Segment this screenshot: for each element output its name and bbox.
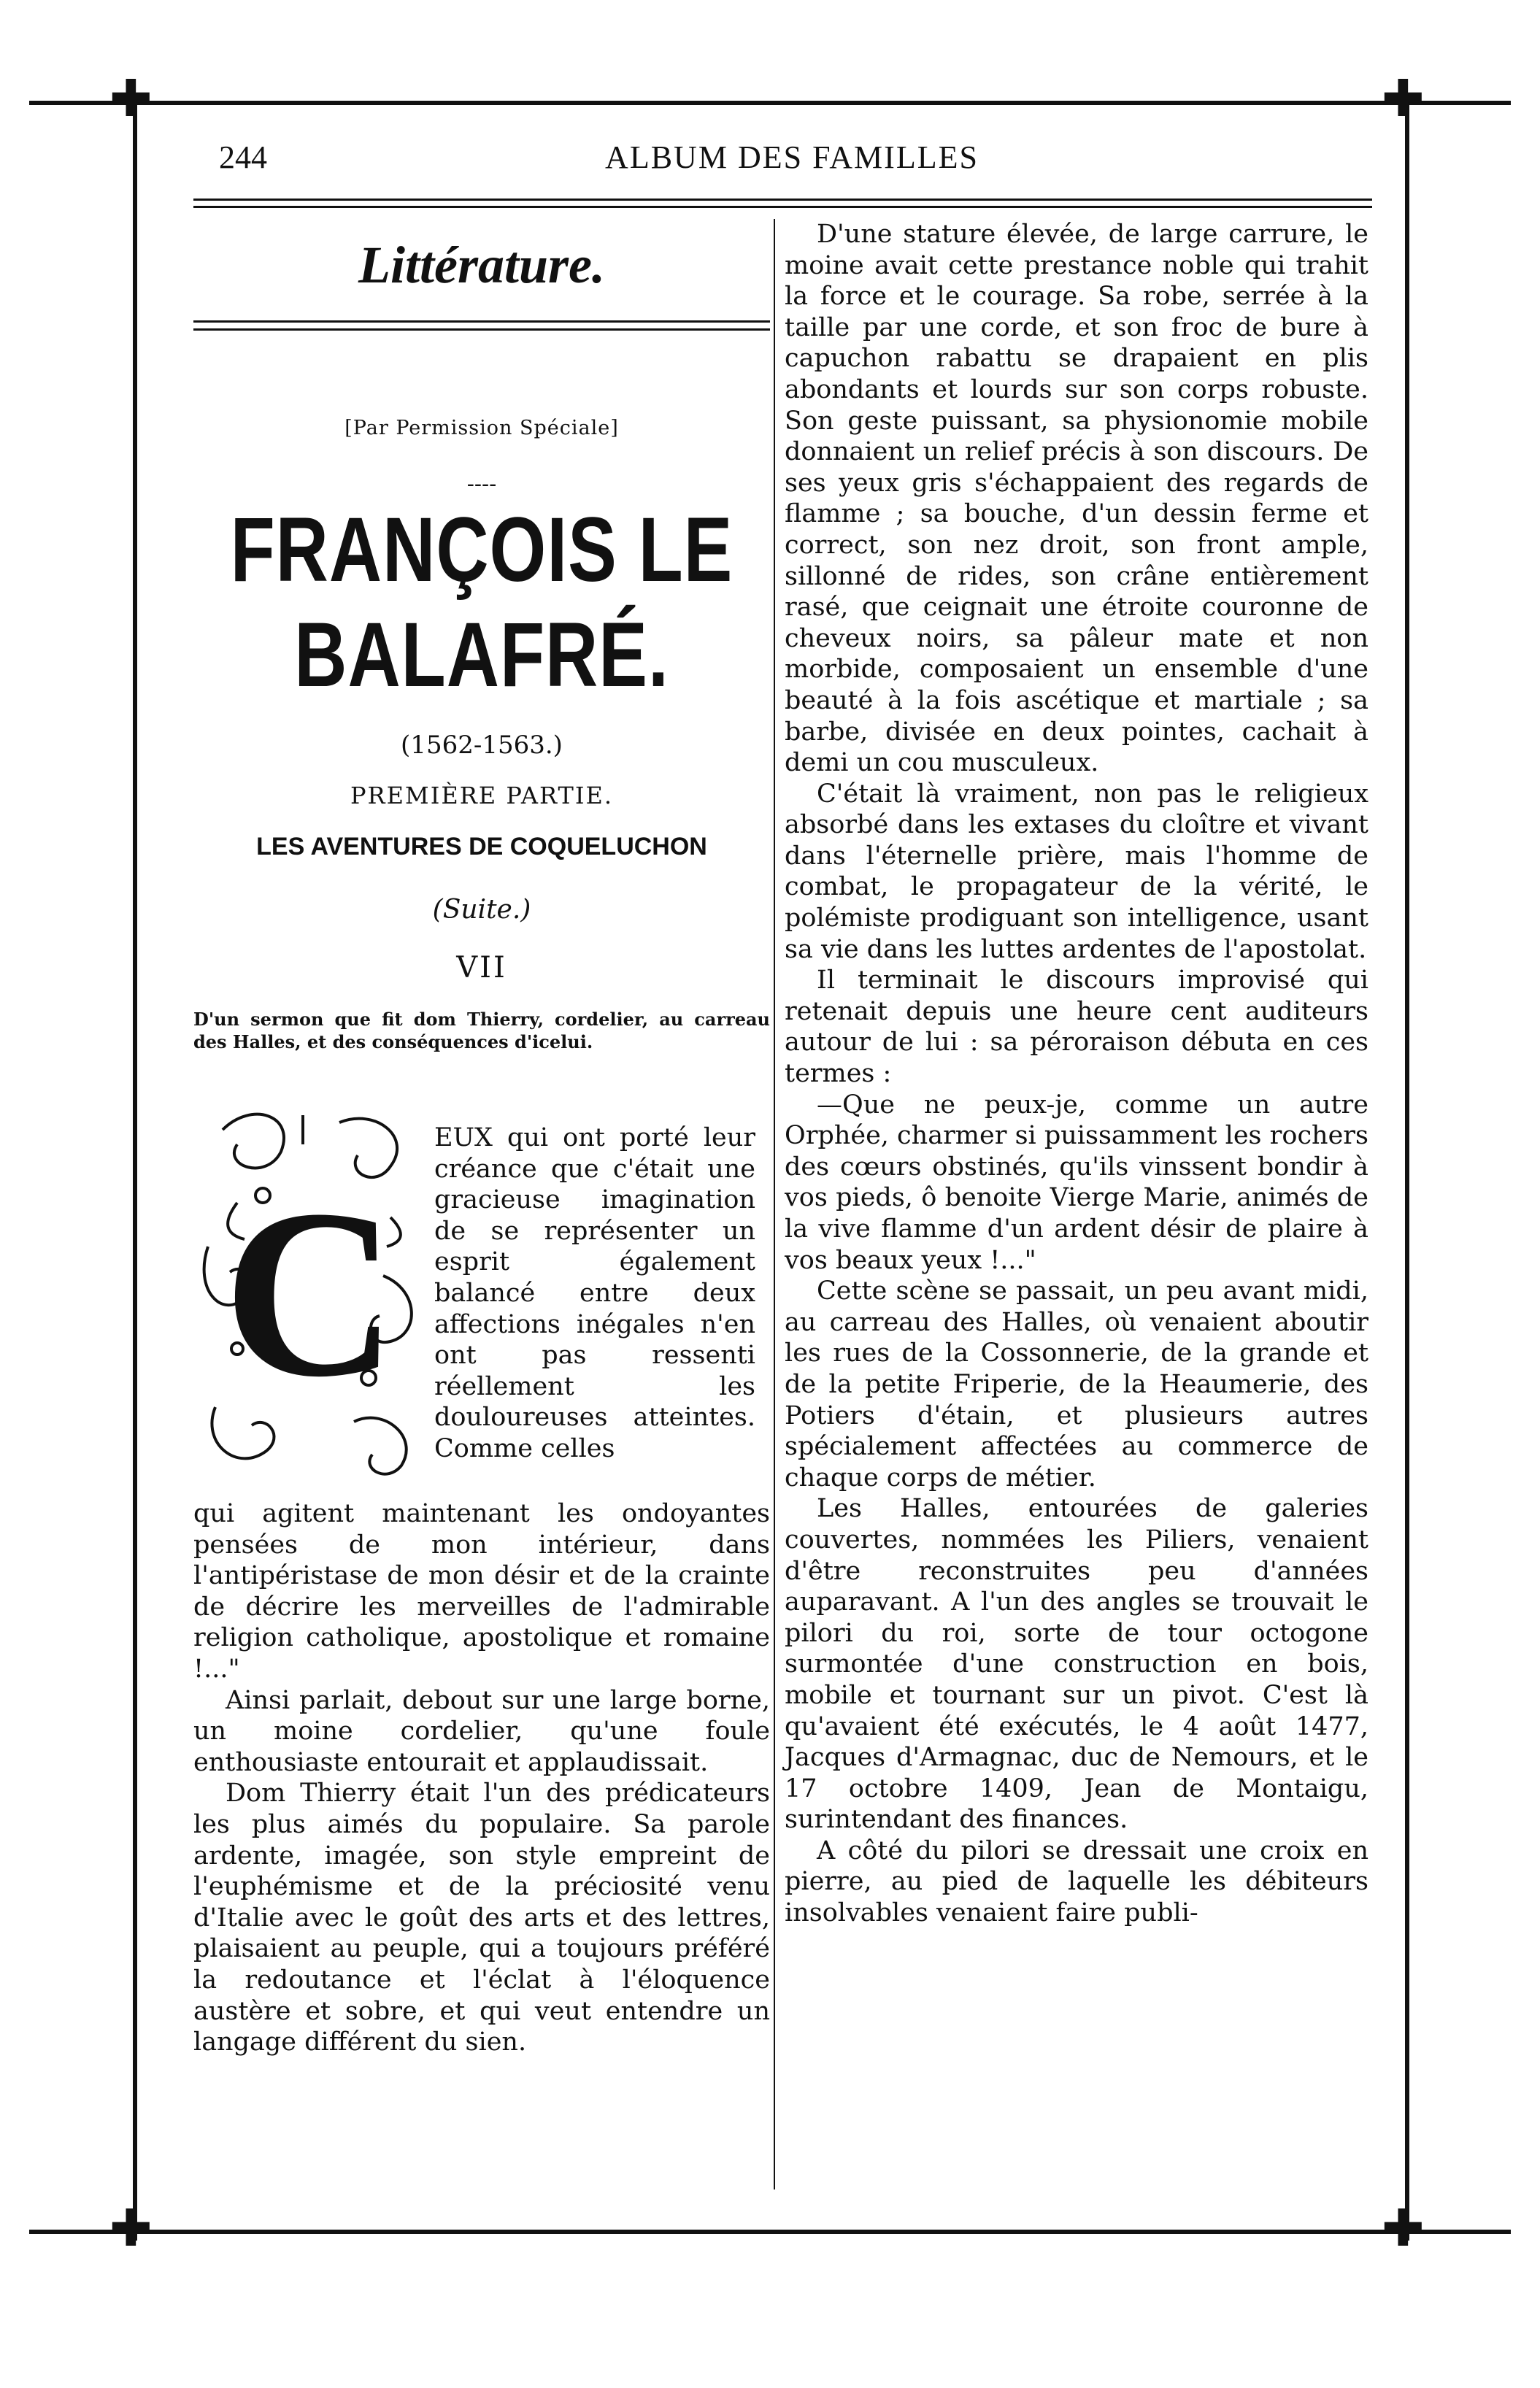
story-title: FRANÇOIS LE BALAFRÉ. (230, 498, 734, 706)
ornamental-drop-cap (193, 1101, 427, 1487)
story-subtitle: LES AVENTURES DE COQUELUCHON (256, 833, 707, 860)
permission-note: [Par Permission Spéciale] (344, 417, 619, 439)
story-dates: (1562-1563.) (401, 731, 563, 760)
paragraph: Ainsi parlait, debout sur une large borne, un moine cordelier, qu'une foule enthousiaste entourait et applaudissait. (193, 1685, 770, 1777)
page-header (197, 139, 1387, 182)
frame-top-border (29, 101, 1511, 105)
chapter-number: VII (456, 951, 507, 985)
running-head: ALBUM DES FAMILLES (605, 139, 979, 175)
paragraph: —Que ne peux-je, comme un autre Orphée, charmer si puissamment les rochers des cœurs obstinés, qu'ils vinssent bondir à vos pieds, ô benoite Vierge Marie, animés de la vive flamme d'un ardent désir de plaire à vos beaux yeux !..." (785, 1090, 1368, 1275)
opening-paragraph: EUX qui ont porté leur créance que c'était une gracieuse imagination de se représenter un esprit également balancé entre deux affections inégales n'en ont pas ressenti réellement les douloureuses atteintes. Comme celles (434, 1123, 755, 1463)
paragraph: Il terminait le discours improvisé qui retenait depuis une heure cent auditeurs autour de lui : sa péroraison débuta en ces termes : (785, 966, 1368, 1089)
paragraph: A côté du pilori se dressait une croix en pierre, au pied de laquelle les débiteurs insolvables venaient faire publi- (785, 1836, 1368, 1928)
section-title: Littérature. (358, 236, 605, 294)
corner-ornament-icon: ✚ (109, 69, 153, 128)
section-rule (193, 320, 770, 323)
suite-label: (Suite.) (432, 895, 531, 925)
chapter-summary: D'un sermon que fit dom Thierry, cordelier, au carreau des Halles, et des conséquences d'icelui. (193, 1009, 770, 1052)
left-column (193, 219, 770, 2058)
frame-left-border (133, 102, 137, 2241)
paragraph: D'une stature élevée, de large carrure, le moine avait cette prestance noble qui trahit la force et le courage. Sa robe, serrée à la taille par une corde, et son froc de bure à capuchon rabattu se drapaient en plis abondants et lourds sur son corps robuste. Son geste puissant, sa physionomie mobile donnaient un relief précis à son discours. De ses yeux gris s'échappaient des regards de flamme ; sa bouche, d'un dessin ferme et correct, son nez droit, son front ample, sillonné de rides, son crâne entièrement rasé, que ceignait une étroite couronne de cheveux noirs, sa pâleur mate et non morbide, composaient un ensemble d'une beauté à la fois ascétique et martiale ; sa barbe, divisée en deux pointes, cachait à demi un cou musculeux. (785, 220, 1368, 778)
corner-ornament-icon: ✚ (109, 2198, 153, 2258)
part-heading: PREMIÈRE PARTIE. (350, 782, 614, 809)
frame-right-border (1405, 102, 1409, 2241)
left-body-text (193, 1498, 770, 2058)
header-rule (193, 199, 1372, 201)
paragraph: Dom Thierry était l'un des prédicateurs les plus aimés du populaire. Sa parole ardente, imagée, son style empreint de l'euphémisme et de la préciosité venu d'Italie avec le goût des arts et des lettres, plaisaient au peuple, qui a toujours préféré la redoutance et l'éclat à l'éloquence austère et sobre, et qui veut entendre un langage différent du sien. (193, 1779, 770, 2057)
corner-ornament-icon: ✚ (1382, 2198, 1425, 2258)
header-rule (193, 206, 1372, 208)
paragraph: qui agitent maintenant les ondoyantes pensées de mon intérieur, dans l'antipéristase de mon désir et de la crainte de décrire les merveilles de l'admirable religion catholique, apostolique et romaine !..." (193, 1499, 770, 1684)
drop-cap-letter: C (223, 1160, 398, 1427)
page-number: 244 (219, 139, 267, 175)
column-divider (774, 219, 775, 2189)
frame-bottom-border (29, 2230, 1511, 2234)
corner-ornament-icon: ✚ (1382, 69, 1425, 128)
section-rule (193, 328, 770, 331)
paragraph: Cette scène se passait, un peu avant midi, au carreau des Halles, où venaient aboutir les rues de la Cossonnerie, de la grande et de la petite Friperie, de la Heaumerie, des Potiers d'étain, et plusieurs autres spécialement affectées au commerce de chaque corps de métier. (785, 1276, 1368, 1492)
right-column (785, 219, 1368, 1929)
opening-block (193, 1101, 770, 1498)
paragraph: Les Halles, entourées de galeries couvertes, nommées les Piliers, venaient d'être reconstruites peu d'années auparavant. A l'un des angles se trouvait le pilori du roi, sorte de tour octogone surmontée d'une construction en bois, mobile et tournant sur un pivot. C'est là qu'avaient été exécutés, le 4 août 1477, Jacques d'Armagnac, duc de Nemours, et le 17 octobre 1409, Jean de Montaigu, surintendant des finances. (785, 1494, 1368, 1835)
separator: ---- (466, 471, 497, 497)
paragraph: C'était là vraiment, non pas le religieux absorbé dans les extases du cloître et vivant dans l'éternelle prière, mais l'homme de combat, le propagateur de la vérité, le polémiste prodiguant son intelligence, usant sa vie dans les luttes ardentes de l'apostolat. (785, 779, 1368, 964)
